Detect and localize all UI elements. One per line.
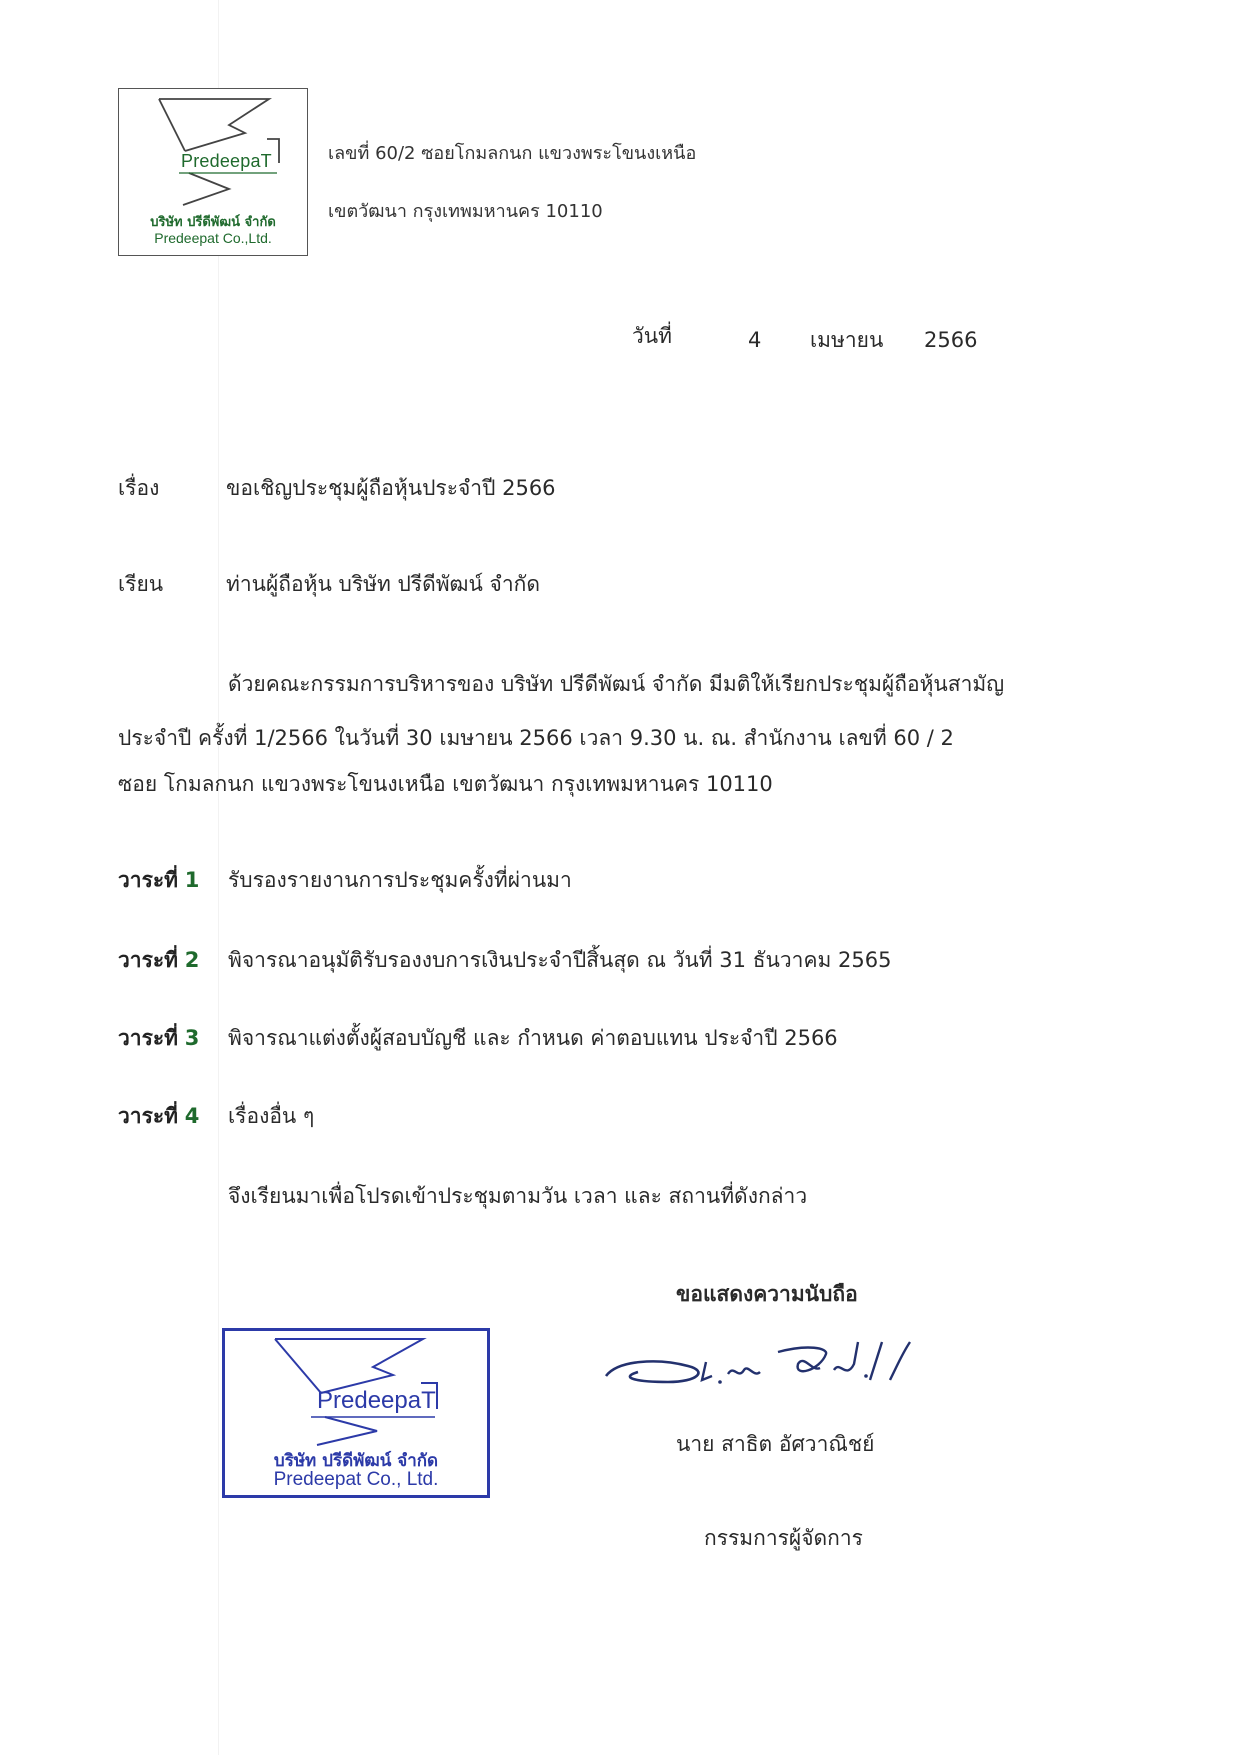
signer-title: กรรมการผู้จัดการ [704, 1526, 863, 1550]
agenda-text: เรื่องอื่น ๆ [228, 1104, 315, 1128]
address-line-1: เลขที่ 60/2 ซอยโกมลกนก แขวงพระโขนงเหนือ [328, 143, 697, 164]
to-label: เรียน [118, 572, 164, 596]
agenda-number: 1 [184, 868, 200, 892]
date-month: เมษายน [810, 328, 884, 352]
subject-text: ขอเชิญประชุมผู้ถือหุ้นประจำปี 2566 [226, 476, 556, 500]
agenda-item [118, 1102, 199, 1130]
stamp-wordmark: PredeepaT [317, 1387, 436, 1414]
body-line-1: ด้วยคณะกรรมการบริหารของ บริษัท ปรีดีพัฒน์ จำกัด มีมติให้เรียกประชุมผู้ถือหุ้นสามัญ [228, 672, 1005, 696]
signature-image [598, 1324, 958, 1404]
to-text: ท่านผู้ถือหุ้น บริษัท ปรีดีพัฒน์ จำกัด [226, 572, 541, 596]
agenda-label: วาระที่ [118, 948, 178, 972]
stamp-company-english: Predeepat Co., Ltd. [273, 1469, 439, 1490]
agenda-item [118, 946, 199, 974]
agenda-number: 3 [184, 1026, 200, 1050]
logo-wordmark: PredeepaT [181, 151, 272, 171]
date-day: 4 [748, 328, 762, 352]
logo-company-english: Predeepat Co.,Ltd. [154, 230, 272, 246]
agenda-number: 4 [184, 1104, 200, 1128]
agenda-label: วาระที่ [118, 1026, 178, 1050]
scan-edge-line [218, 0, 219, 1755]
closing-text: จึงเรียนมาเพื่อโปรดเข้าประชุมตามวัน เวลา และ สถานที่ดังกล่าว [228, 1184, 808, 1208]
subject-label: เรื่อง [118, 476, 160, 500]
body-line-3: ซอย โกมลกนก แขวงพระโขนงเหนือ เขตวัฒนา กรุงเทพมหานคร 10110 [118, 772, 773, 796]
date-label: วันที่ [632, 324, 672, 348]
agenda-item [118, 866, 199, 894]
agenda-text: พิจารณาอนุมัติรับรองงบการเงินประจำปีสิ้นสุด ณ วันที่ 31 ธันวาคม 2565 [228, 948, 892, 972]
agenda-number: 2 [184, 948, 200, 972]
logo-company-thai: บริษัท ปรีดีพัฒน์ จำกัด [150, 215, 276, 230]
closing-regards: ขอแสดงความนับถือ [676, 1282, 858, 1306]
date-year: 2566 [924, 328, 978, 352]
address-line-2: เขตวัฒนา กรุงเทพมหานคร 10110 [328, 201, 603, 222]
signer-name: นาย สาธิต อัศวาณิชย์ [676, 1432, 875, 1456]
agenda-text: รับรองรายงานการประชุมครั้งที่ผ่านมา [228, 868, 572, 892]
body-line-2: ประจำปี ครั้งที่ 1/2566 ในวันที่ 30 เมษายน 2566 เวลา 9.30 น. ณ. สำนักงาน เลขที่ 60 / 2 [118, 726, 954, 750]
company-logo [118, 88, 308, 256]
agenda-label: วาระที่ [118, 868, 178, 892]
agenda-label: วาระที่ [118, 1104, 178, 1128]
stamp-company-thai: บริษัท ปรีดีพัฒน์ จำกัด [273, 1451, 439, 1471]
agenda-text: พิจารณาแต่งตั้งผู้สอบบัญชี และ กำหนด ค่าตอบแทน ประจำปี 2566 [228, 1026, 838, 1050]
company-stamp [222, 1328, 490, 1498]
agenda-item [118, 1024, 199, 1052]
